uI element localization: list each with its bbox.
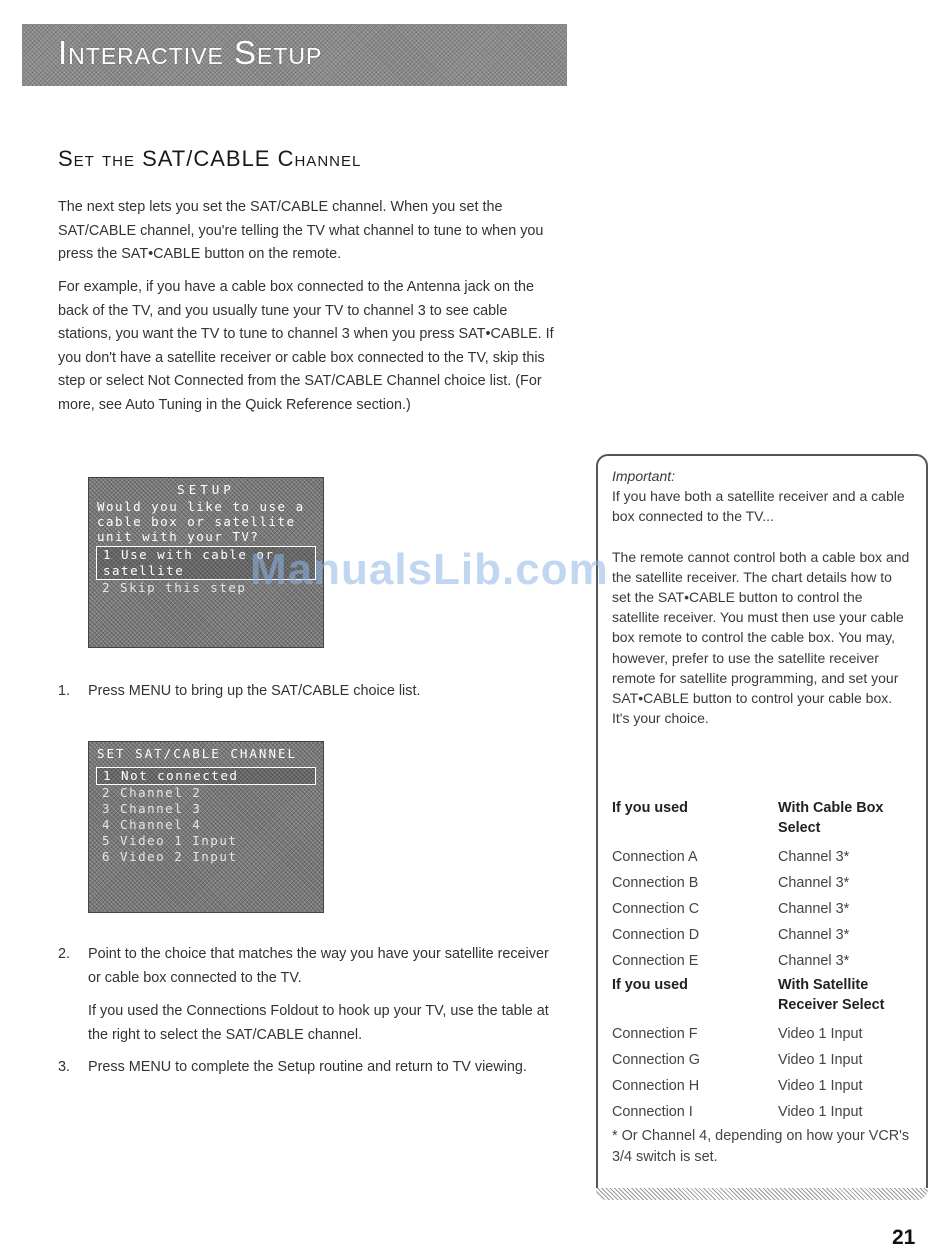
row-channel: Channel 3* xyxy=(778,849,850,865)
row-connection: Connection F xyxy=(612,1026,698,1042)
row-connection: Connection A xyxy=(612,849,698,865)
table-row xyxy=(612,1021,912,1047)
sidebar-shadow xyxy=(596,1188,928,1200)
setup-screen-title: SETUP xyxy=(177,482,235,497)
header-satellite-receiver-select: With Satellite Receiver Select xyxy=(778,977,885,1013)
banner-title: Interactive Setup xyxy=(58,34,323,71)
sat-cable-channel-screen-image xyxy=(88,741,324,913)
table-row xyxy=(612,948,912,974)
watermark: ManualsLib.com xyxy=(250,545,609,594)
table-row xyxy=(612,896,912,922)
channel-option-selected: 1 Not connected xyxy=(96,767,316,785)
sidebar-intro: If you have both a satellite receiver and a cable box connected to the TV... xyxy=(612,488,905,525)
row-channel: Channel 3* xyxy=(778,927,850,943)
row-input: Video 1 Input xyxy=(778,1052,863,1068)
table-row xyxy=(612,844,912,870)
footnote: * Or Channel 4, depending on how your VCR's 3/4 switch is set. xyxy=(612,1128,910,1165)
setup-screen-question: Would you like to use a cable box or satellite unit with your TV? xyxy=(97,499,305,544)
sidebar-text xyxy=(612,466,912,728)
step-2-note: If you used the Connections Foldout to hook up your TV, use the table at the right to select the SAT/CABLE channel. xyxy=(88,1003,549,1043)
table-row xyxy=(612,1047,912,1073)
table-header xyxy=(612,798,912,844)
step-3 xyxy=(58,1056,558,1080)
table-row xyxy=(612,1073,912,1099)
row-channel: Channel 3* xyxy=(778,953,850,969)
satellite-receiver-table xyxy=(612,975,912,1125)
channel-option: 6 Video 2 Input xyxy=(102,849,238,864)
table-row xyxy=(612,922,912,948)
page-title: Set the SAT/CABLE Channel xyxy=(58,146,362,171)
example-paragraph: For example, if you have a cable box connected to the Antenna jack on the back of the TV, and you usually tune your TV to channel 3 to see cable stations, you want the TV to tune to channel 3 when you press SAT•CABLE. If you don't have a satellite receiver or cable box connected to the TV, skip this step or select Not Connected from the SAT/CABLE Channel choice list. (For more, see Auto Tuning in the Quick Reference section.) xyxy=(58,279,554,413)
intro-paragraph: The next step lets you set the SAT/CABLE channel. When you set the SAT/CABLE channel, you're telling the TV what channel to tune to when you press the SAT•CABLE button on the remote. xyxy=(58,199,544,262)
row-input: Video 1 Input xyxy=(778,1078,863,1094)
setup-screen-option-selected: 1 Use with cable or satellite xyxy=(96,546,316,580)
row-connection: Connection C xyxy=(612,901,700,917)
table-header xyxy=(612,975,912,1021)
step-2 xyxy=(58,943,558,990)
step-number: 3. xyxy=(58,1059,71,1075)
header-if-you-used: If you used xyxy=(612,800,688,816)
row-connection: Connection H xyxy=(612,1078,700,1094)
row-channel: Channel 3* xyxy=(778,875,850,891)
page-number: 21 xyxy=(892,1226,916,1249)
header-cable-box-select: With Cable Box Select xyxy=(778,800,884,836)
step-text: Press MENU to complete the Setup routine and return to TV viewing. xyxy=(88,1059,527,1075)
step-text: Point to the choice that matches the way you have your satellite receiver or cable box connected to the TV. xyxy=(88,946,549,986)
row-connection: Connection E xyxy=(612,953,699,969)
row-connection: Connection I xyxy=(612,1104,693,1120)
table-row xyxy=(612,870,912,896)
row-connection: Connection B xyxy=(612,875,699,891)
row-input: Video 1 Input xyxy=(778,1026,863,1042)
channel-screen-title: SET SAT/CABLE CHANNEL xyxy=(97,746,298,761)
step-number: 2. xyxy=(58,946,71,962)
cable-box-table xyxy=(612,798,912,974)
channel-option: 4 Channel 4 xyxy=(102,817,202,832)
section-banner xyxy=(22,24,567,86)
important-sidebar xyxy=(596,454,928,1200)
sidebar-body: The remote cannot control both a cable box and the satellite receiver. The chart details how to set the SAT•CABLE button to control the satellite receiver. You must then use your cable box remote to control the cable box. You may, however, prefer to use the satellite receiver remote for satellite programming, and set your SAT•CABLE button to control your cable box. It's your choice. xyxy=(612,548,910,727)
channel-option: 3 Channel 3 xyxy=(102,801,202,816)
important-label: Important: xyxy=(612,468,676,484)
row-input: Video 1 Input xyxy=(778,1104,863,1120)
channel-option: 5 Video 1 Input xyxy=(102,833,238,848)
step-1 xyxy=(58,680,558,704)
step-number: 1. xyxy=(58,683,71,699)
table-row xyxy=(612,1099,912,1125)
setup-screen-option: 2 Skip this step xyxy=(102,580,247,595)
row-channel: Channel 3* xyxy=(778,901,850,917)
header-if-you-used: If you used xyxy=(612,977,688,993)
row-connection: Connection G xyxy=(612,1052,700,1068)
row-connection: Connection D xyxy=(612,927,700,943)
channel-option: 2 Channel 2 xyxy=(102,785,202,800)
step-text: Press MENU to bring up the SAT/CABLE choice list. xyxy=(88,683,421,699)
